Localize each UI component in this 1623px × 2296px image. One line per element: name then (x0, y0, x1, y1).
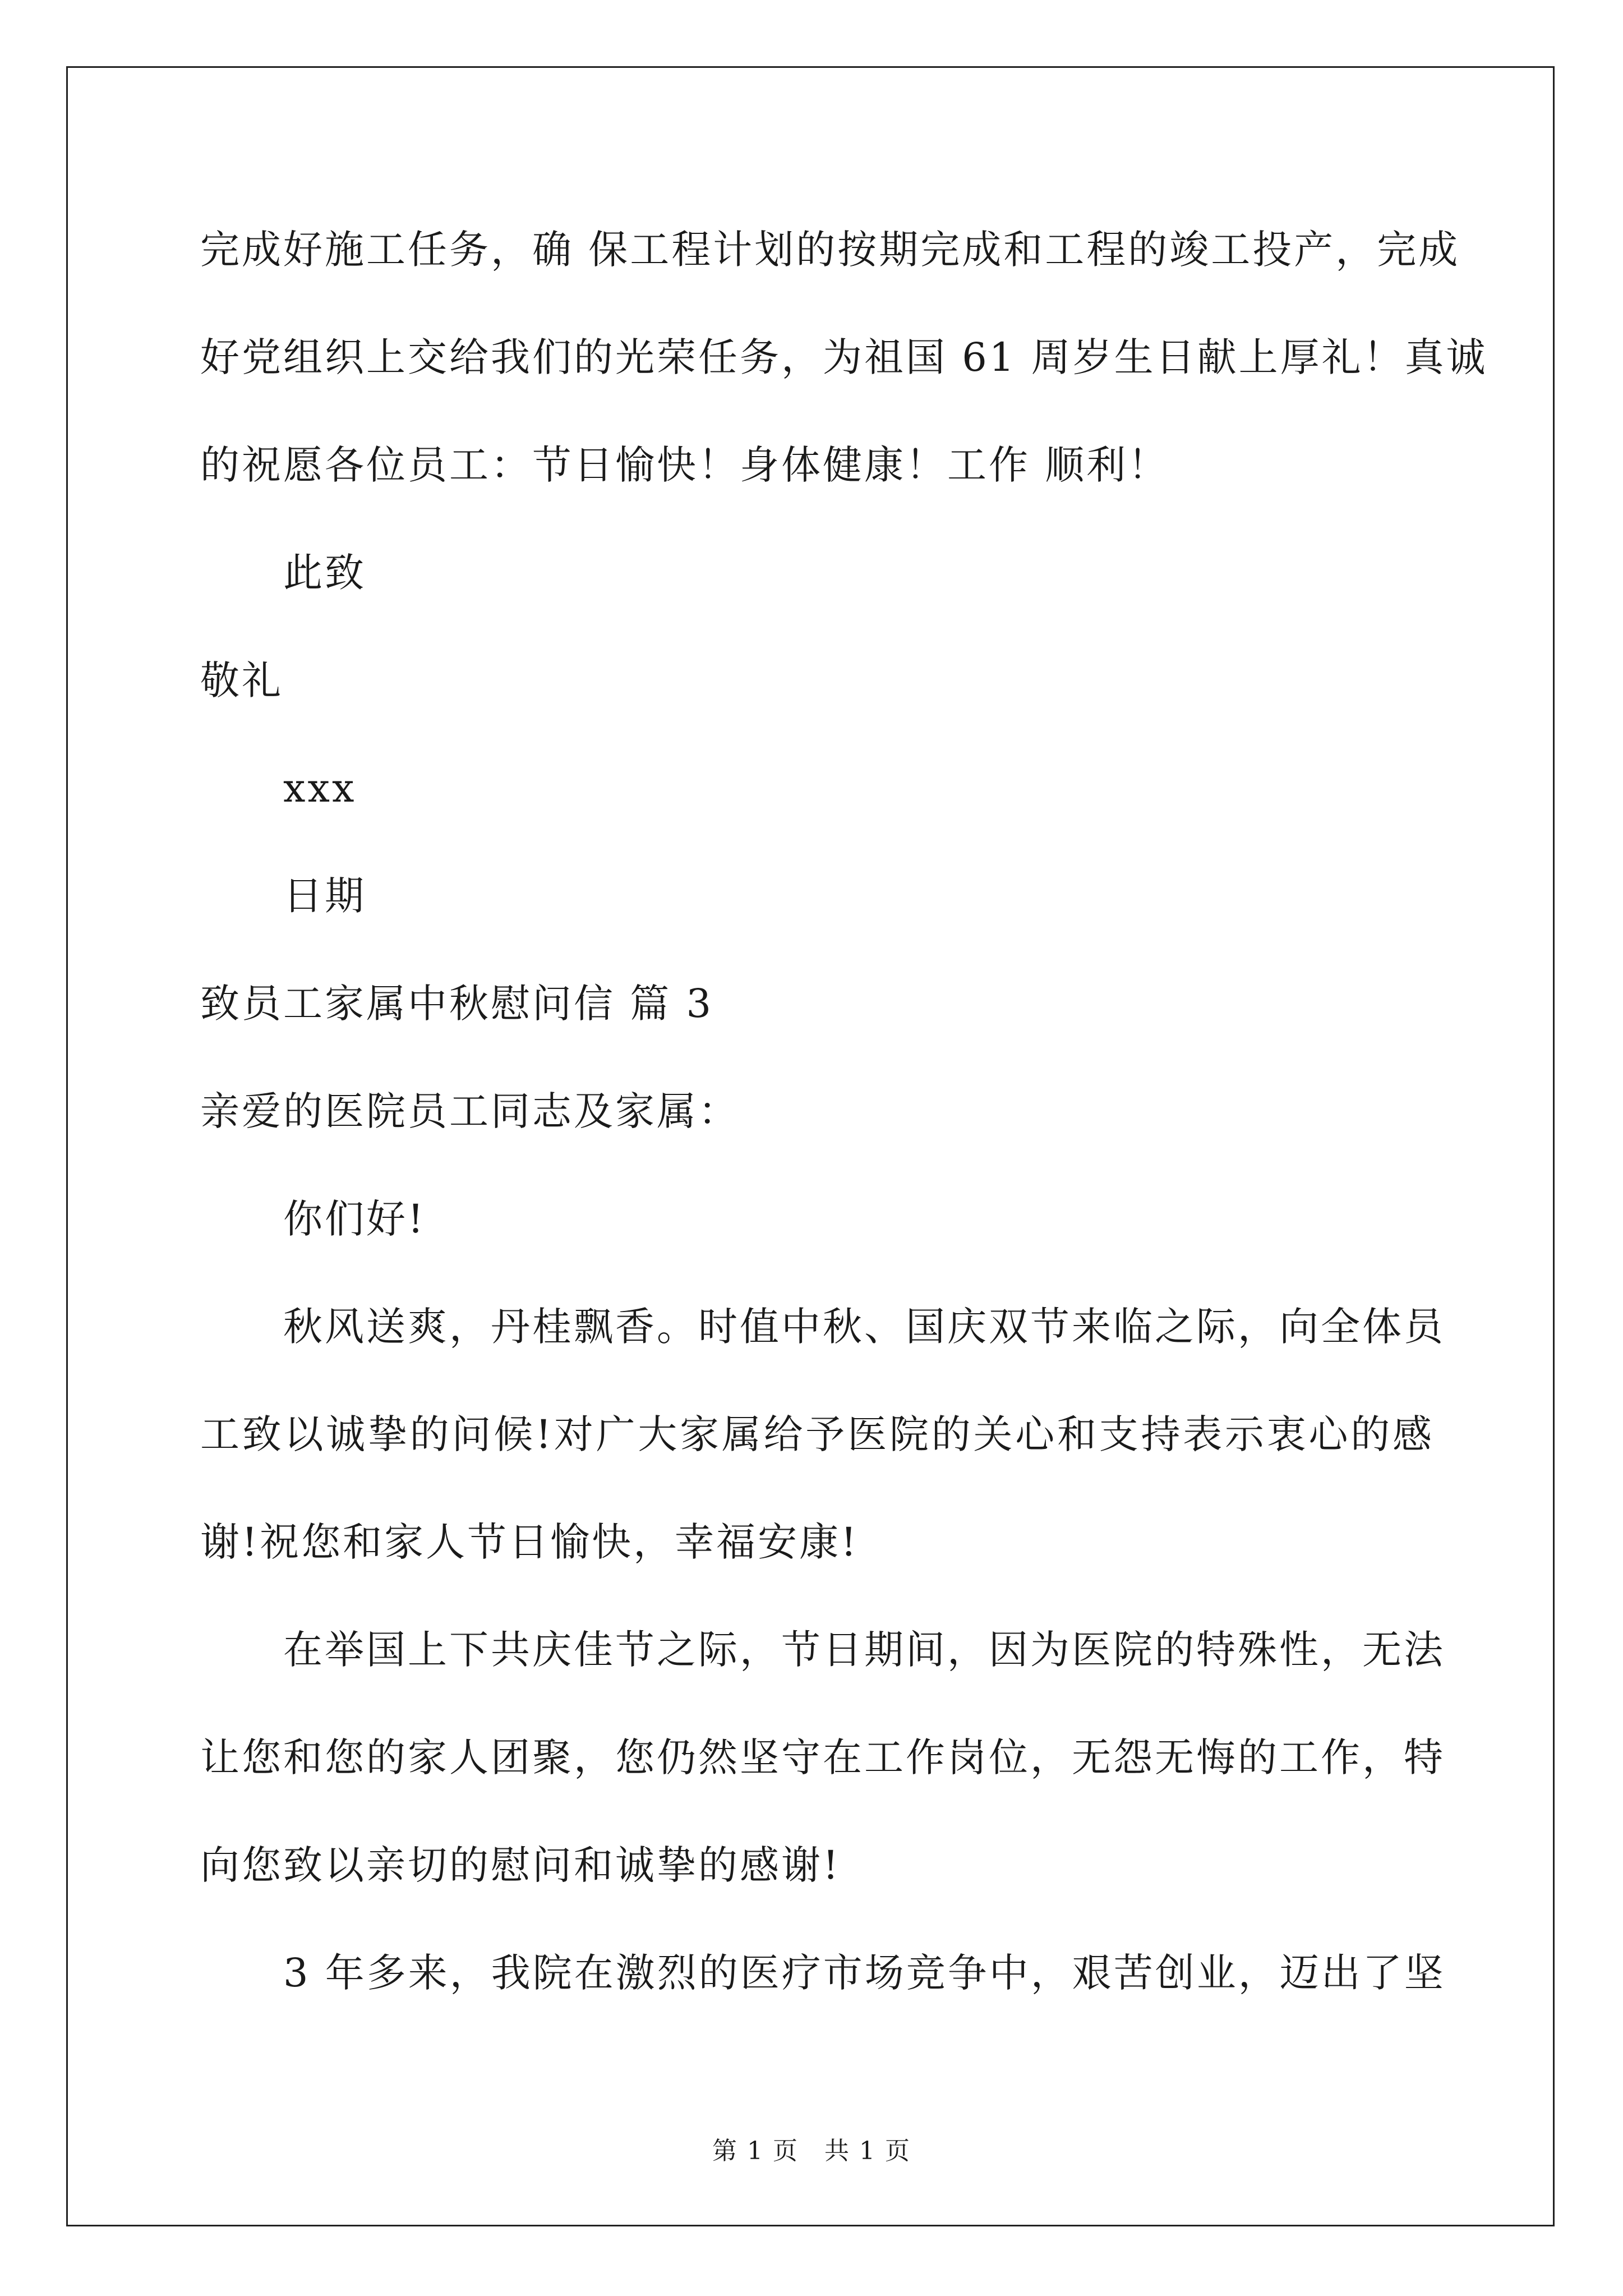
closing-respect: 敬礼 (200, 657, 283, 703)
paragraph-line: 3 年多来，我院在激烈的医疗市场竞争中，艰苦创业，迈出了坚 (283, 1950, 1446, 1996)
paragraph-line: 的祝愿各位员工：节日愉快！身体健康！工作 顺利！ (200, 442, 1170, 488)
paragraph-line: 好党组织上交给我们的光荣任务，为祖国 61 周岁生日献上厚礼！真诚 (200, 334, 1488, 380)
paragraph-line: 谢!祝您和家人节日愉快，幸福安康! (200, 1519, 859, 1565)
letter-greeting: 亲爱的医院员工同志及家属： (200, 1088, 740, 1134)
document-body (200, 219, 1488, 2050)
paragraph-line: 让您和您的家人团聚，您仍然坚守在工作岗位，无怨无悔的工作，特 (200, 1734, 1445, 1780)
paragraph-line: 向您致以亲切的慰问和诚挚的感谢! (200, 1842, 841, 1888)
paragraph-line: 在举国上下共庆佳节之际，节日期间，因为医院的特殊性，无法 (283, 1627, 1445, 1673)
paragraph-line: 工致以诚挚的问候!对广大家属给予医院的关心和支持表示衷心的感 (200, 1411, 1434, 1457)
closing-salutation: 此致 (283, 550, 366, 596)
signature-date: 日期 (283, 873, 366, 919)
paragraph-line: 完成好施工任务，确 保工程计划的按期完成和工程的竣工投产，完成 (200, 227, 1460, 273)
signature-name: xxx (283, 765, 357, 811)
paragraph-line: 秋风送爽，丹桂飘香。时值中秋、国庆双节来临之际，向全体员 (283, 1304, 1445, 1350)
letter-hello: 你们好! (283, 1196, 426, 1242)
page-footer: 第 1 页 共 1 页 (712, 2137, 911, 2165)
section-title: 致员工家属中秋慰问信 篇 3 (200, 981, 714, 1027)
